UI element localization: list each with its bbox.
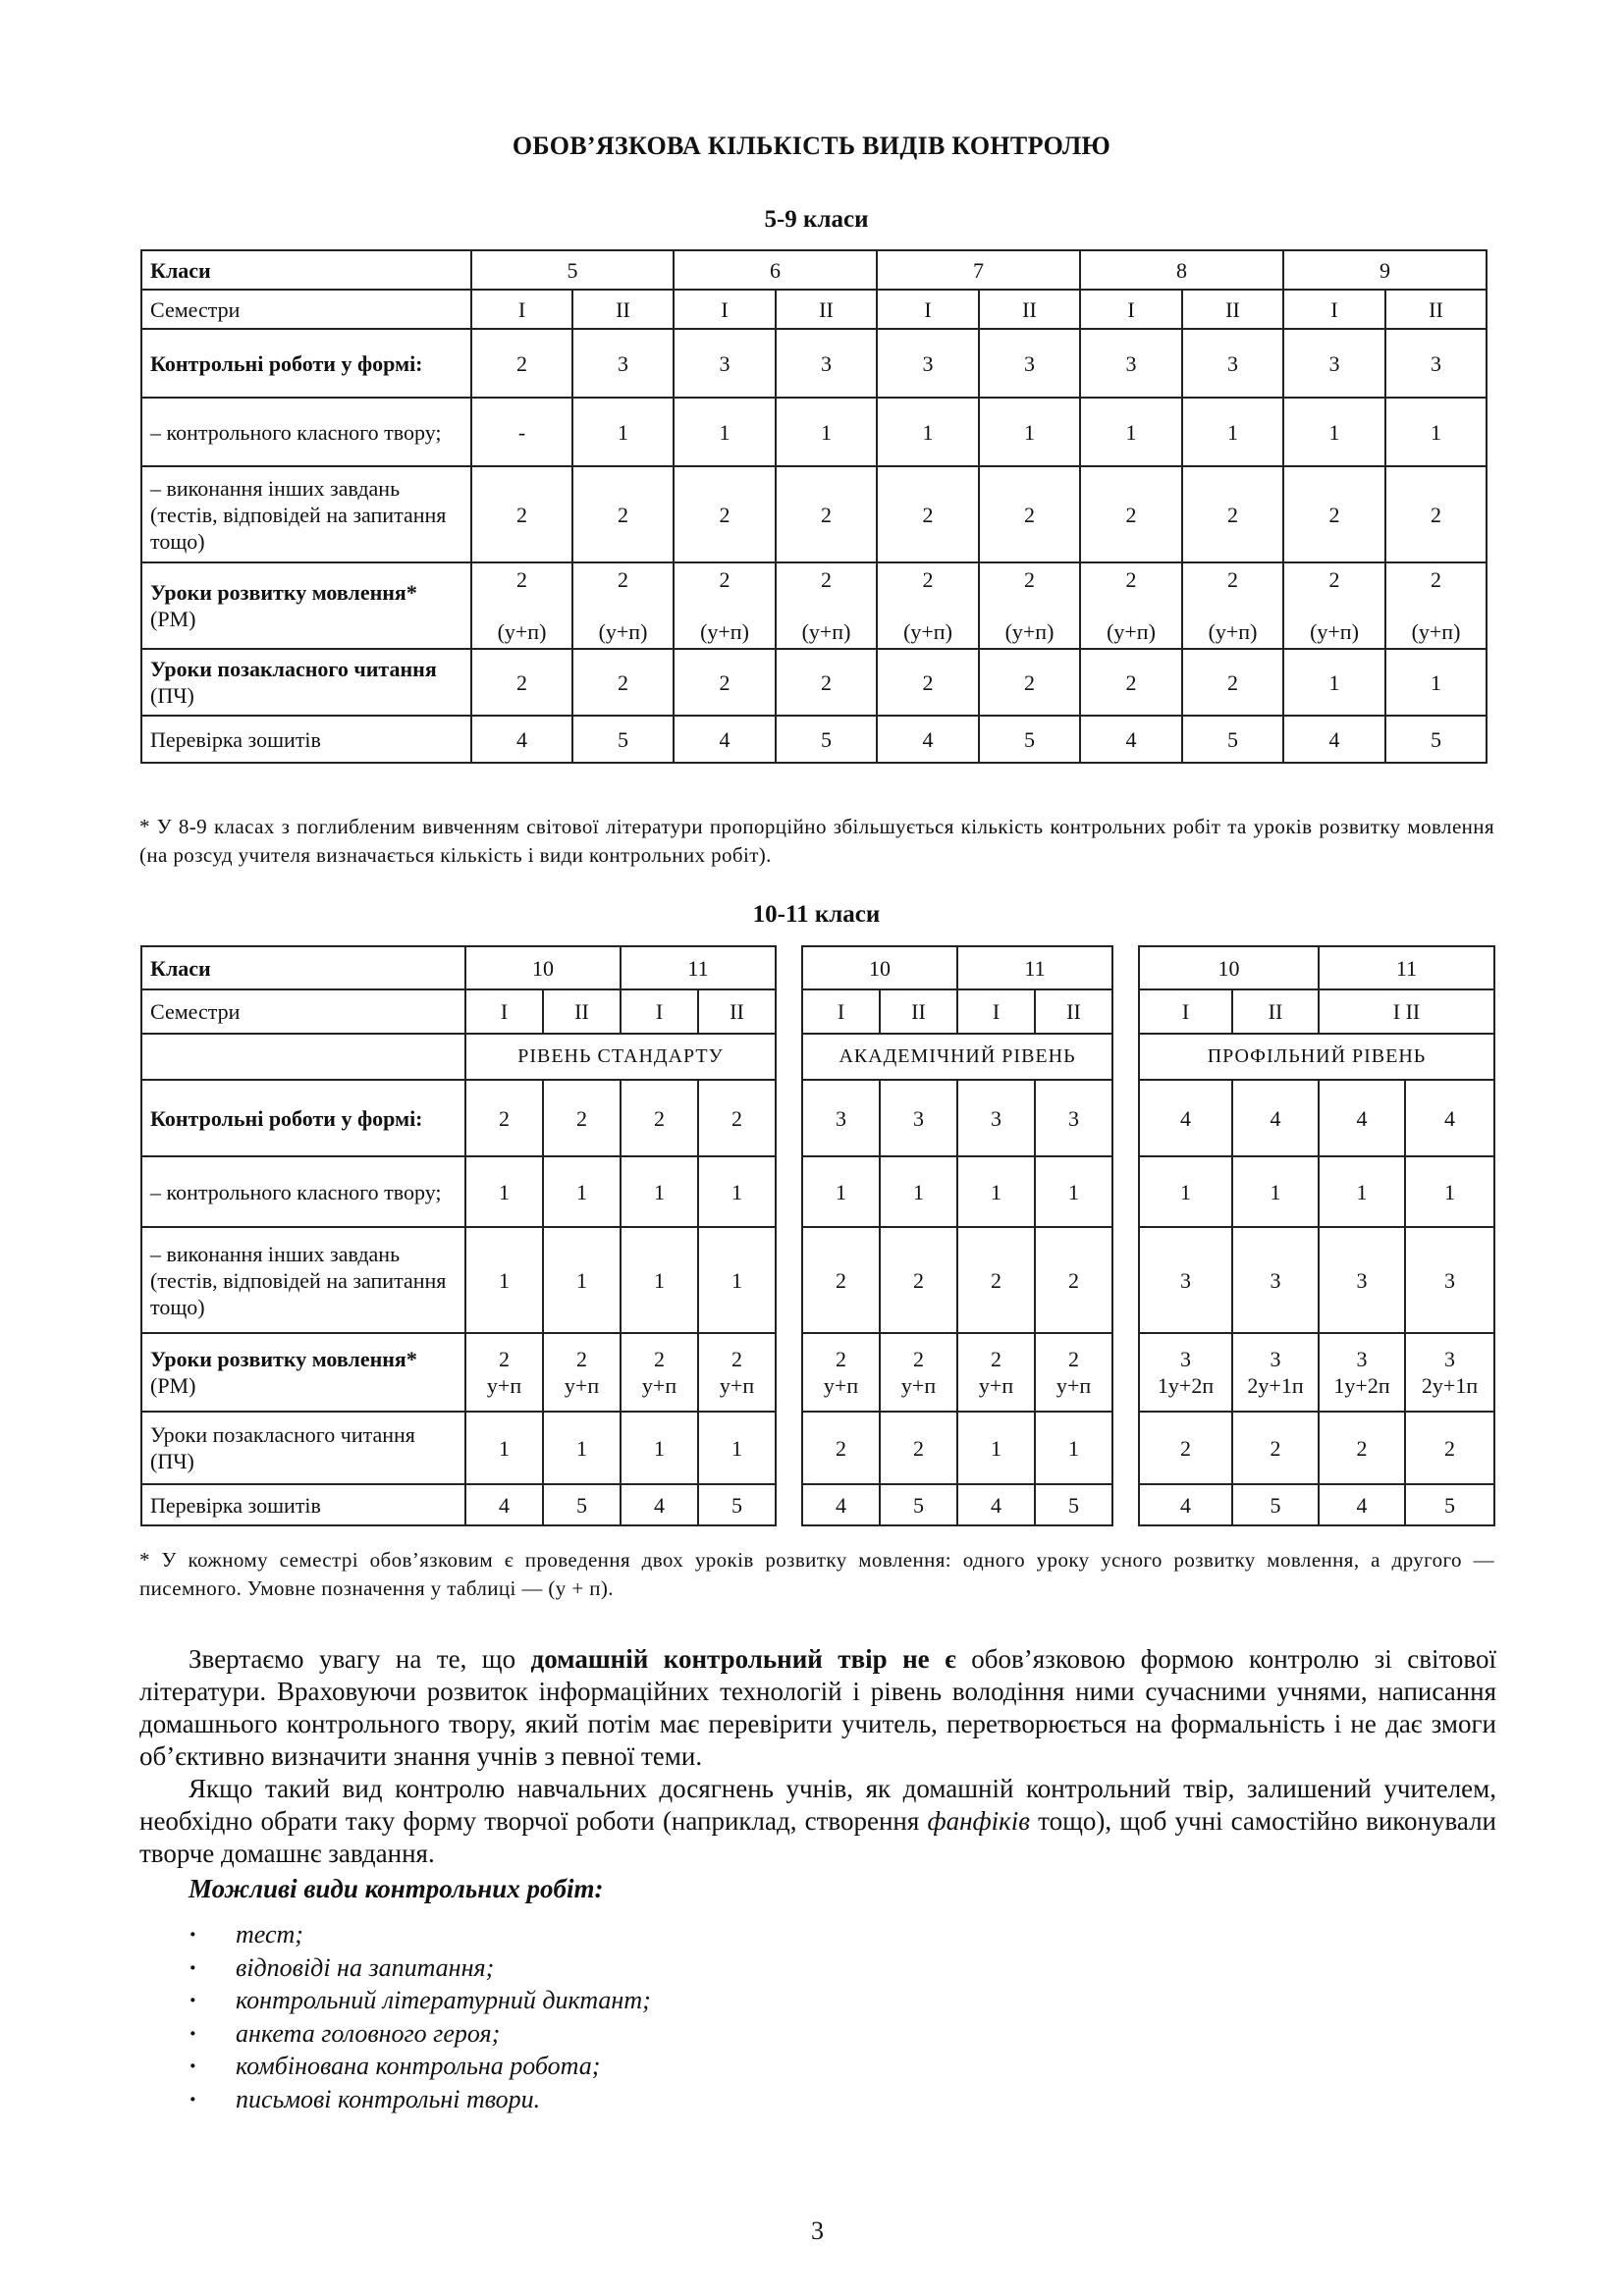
rm-value: 2	[1328, 567, 1340, 592]
value-cell: 1	[1385, 398, 1487, 466]
value-cell: 2	[1385, 466, 1487, 562]
value-cell: 2	[1080, 649, 1182, 716]
value-cell: 5	[880, 1484, 957, 1525]
value-cell: 4	[1232, 1080, 1319, 1156]
semester-cell: II	[1035, 989, 1112, 1034]
header-classes-label: Класи	[141, 250, 471, 290]
header-class: 11	[621, 946, 776, 989]
paragraph-text: обов’язковою формою контролю зі світової літератури. Враховуючи розвиток інформаційних технологій і рівень володіння ними сучасними учнями, написання домашнього контрольного твору, який потім має перевірити учитель, перетворюється на формальність і не дає змоги об’єктивно визначити знання учнів з певної теми.	[139, 1644, 1496, 1771]
table-row	[141, 329, 1487, 398]
bullet-dot: ·	[189, 2052, 197, 2080]
row-label	[141, 562, 471, 649]
header-classes-label: Класи	[141, 946, 465, 989]
value-cell	[1283, 562, 1385, 649]
table2-caption: 10-11 класи	[752, 901, 881, 928]
value-cell	[471, 562, 572, 649]
rm-value: 2	[821, 567, 832, 592]
paragraph-text: тощо), щоб учні самостійно виконували творче домашнє завдання.	[139, 1806, 1497, 1868]
rm-value: 2	[913, 1347, 924, 1371]
value-cell: 1	[621, 1156, 698, 1227]
rm-sub: (у+п)	[1208, 619, 1258, 644]
value-cell: 2	[880, 1412, 957, 1484]
table-gap	[1112, 946, 1139, 1525]
rm-sub: (у+п)	[700, 619, 749, 644]
table-row	[141, 716, 1487, 763]
rm-value: 3	[1444, 1347, 1455, 1371]
value-cell: 5	[1405, 1484, 1494, 1525]
rm-value: 2	[731, 1347, 742, 1371]
header-class: 7	[877, 250, 1080, 290]
value-cell: 1	[572, 398, 674, 466]
value-cell: 5	[979, 716, 1080, 763]
value-cell	[877, 562, 979, 649]
value-cell: 1	[1319, 1156, 1405, 1227]
value-cell: 4	[1139, 1484, 1232, 1525]
value-cell: 1	[1080, 398, 1182, 466]
value-cell: 4	[1405, 1080, 1494, 1156]
value-cell: 4	[877, 716, 979, 763]
value-cell: 5	[1385, 716, 1487, 763]
value-cell	[674, 562, 776, 649]
value-cell: -	[471, 398, 572, 466]
value-cell	[1232, 1333, 1319, 1412]
list-item	[189, 1984, 651, 2017]
value-cell: 3	[776, 329, 877, 398]
value-cell: 2	[776, 466, 877, 562]
header-class: 10	[465, 946, 621, 989]
row-label: Перевірка зошитів	[141, 716, 471, 763]
value-cell: 1	[1232, 1156, 1319, 1227]
rm-value: 2	[1227, 567, 1238, 592]
value-cell: 3	[979, 329, 1080, 398]
value-cell: 4	[802, 1484, 880, 1525]
semester-cell: I	[621, 989, 698, 1034]
value-cell: 3	[572, 329, 674, 398]
value-cell: 4	[621, 1484, 698, 1525]
paragraph-home-essay	[139, 1643, 1496, 1773]
level-profile: ПРОФІЛЬНИЙ РІВЕНЬ	[1139, 1034, 1494, 1080]
value-cell: 2	[957, 1227, 1035, 1333]
value-cell: 2	[572, 466, 674, 562]
list-item-text: анкета головного героя;	[236, 2018, 501, 2048]
header-class: 8	[1080, 250, 1283, 290]
semester-cell: I	[1139, 989, 1232, 1034]
bullet-dot: ·	[189, 1952, 197, 1982]
value-cell: 5	[1232, 1484, 1319, 1525]
value-cell: 2	[674, 466, 776, 562]
rm-value: 2	[991, 1347, 1001, 1371]
value-cell: 2	[1035, 1227, 1112, 1333]
row-label: – виконання інших завдань (тестів, відповідей на запитання тощо)	[141, 1227, 465, 1333]
value-cell	[543, 1333, 621, 1412]
row-label: Семестри	[141, 290, 471, 329]
value-cell: 3	[802, 1080, 880, 1156]
table-row	[141, 290, 1487, 329]
value-cell: 1	[698, 1227, 776, 1333]
value-cell: 2	[776, 649, 877, 716]
table1-caption: 5-9 класи	[764, 206, 869, 233]
value-cell	[1405, 1333, 1494, 1412]
value-cell: 3	[1139, 1227, 1232, 1333]
value-cell: 5	[1182, 716, 1283, 763]
value-cell	[1139, 1333, 1232, 1412]
rm-sub: (у+п)	[1004, 619, 1055, 644]
table-row	[141, 1412, 1494, 1484]
value-cell	[621, 1333, 698, 1412]
rm-sub: 2у+1п	[1421, 1373, 1479, 1398]
header-class: 5	[471, 250, 674, 290]
control-types-list	[189, 1918, 651, 2115]
rm-sub: у+п	[900, 1373, 937, 1398]
semester-cell: I	[465, 989, 543, 1034]
value-cell	[698, 1333, 776, 1412]
rm-label: Уроки розвитку мовлення*	[150, 1347, 417, 1371]
bullet-dot: ·	[189, 1920, 197, 1949]
value-cell	[1080, 562, 1182, 649]
semester-cell: II	[880, 989, 957, 1034]
value-cell: 1	[465, 1227, 543, 1333]
semester-cell: II	[1182, 290, 1283, 329]
value-cell: 1	[1283, 649, 1385, 716]
row-label: Семестри	[141, 989, 465, 1034]
header-class: 10	[1139, 946, 1319, 989]
value-cell: 2	[471, 649, 572, 716]
semester-cell: I	[957, 989, 1035, 1034]
paragraph-text: Якщо такий вид контролю навчальних досягнень учнів, як домашній контрольний твір, залишений учителем, необхідно обрати таку форму творчої роботи (наприклад, створення	[139, 1774, 1496, 1836]
row-label: – контрольного класного твору;	[141, 398, 471, 466]
rm-label-sub: (РМ)	[150, 607, 196, 631]
value-cell: 1	[465, 1412, 543, 1484]
value-cell: 1	[776, 398, 877, 466]
rm-sub: (у+п)	[497, 619, 547, 644]
value-cell	[776, 562, 877, 649]
value-cell: 1	[802, 1156, 880, 1227]
rm-sub: у+п	[719, 1373, 755, 1398]
pch-label-sub: (ПЧ)	[150, 683, 194, 708]
value-cell: 2	[674, 649, 776, 716]
value-cell: 2	[465, 1080, 543, 1156]
value-cell: 4	[471, 716, 572, 763]
value-cell: 2	[1182, 649, 1283, 716]
semester-cell: II	[979, 290, 1080, 329]
rm-sub: у+п	[1055, 1373, 1092, 1398]
table-row	[141, 1034, 1494, 1080]
rm-sub: 2у+1п	[1247, 1373, 1304, 1398]
footnote-table2: * У кожному семестрі обов’язковим є проведення двох уроків розвитку мовлення: одного уроку усного розвитку мовлення, а другого — писемного. Умовне позначення у таблиці — (у + п).	[139, 1548, 1494, 1600]
value-cell: 1	[1182, 398, 1283, 466]
value-cell: 3	[1319, 1227, 1405, 1333]
rm-value: 2	[618, 567, 628, 592]
rm-sub: (у+п)	[598, 619, 648, 644]
value-cell: 4	[674, 716, 776, 763]
level-standard: РІВЕНЬ СТАНДАРТУ	[465, 1034, 776, 1080]
rm-value: 2	[1431, 567, 1441, 592]
value-cell: 1	[1385, 649, 1487, 716]
rm-label: Уроки розвитку мовлення*	[150, 580, 417, 605]
row-label	[141, 1333, 465, 1412]
paragraph-creative-work	[139, 1773, 1496, 1870]
value-cell: 1	[1283, 398, 1385, 466]
value-cell: 3	[877, 329, 979, 398]
page-number: 3	[811, 2216, 824, 2245]
value-cell: 2	[471, 329, 572, 398]
value-cell: 2	[802, 1227, 880, 1333]
list-item	[189, 2017, 651, 2051]
rm-sub: у+п	[564, 1373, 600, 1398]
table-row	[141, 1080, 1494, 1156]
value-cell: 2	[1319, 1412, 1405, 1484]
rm-sub: у+п	[978, 1373, 1014, 1398]
header-class: 10	[802, 946, 957, 989]
value-cell: 5	[543, 1484, 621, 1525]
value-cell: 2	[979, 466, 1080, 562]
value-cell: 2	[1232, 1412, 1319, 1484]
value-cell	[572, 562, 674, 649]
value-cell	[1385, 562, 1487, 649]
value-cell: 1	[465, 1156, 543, 1227]
value-cell	[1182, 562, 1283, 649]
semester-cell: II	[776, 290, 877, 329]
value-cell: 1	[880, 1156, 957, 1227]
value-cell: 1	[621, 1412, 698, 1484]
value-cell: 5	[776, 716, 877, 763]
value-cell: 2	[877, 466, 979, 562]
semester-cell: II	[572, 290, 674, 329]
table-grades-5-9	[140, 249, 1488, 764]
list-item	[189, 1918, 651, 1951]
value-cell: 2	[621, 1080, 698, 1156]
value-cell: 3	[957, 1080, 1035, 1156]
rm-value: 2	[1024, 567, 1035, 592]
page-title: ОБОВ’ЯЗКОВА КІЛЬКІСТЬ ВИДІВ КОНТРОЛЮ	[512, 132, 1111, 160]
row-label	[141, 649, 471, 716]
value-cell	[1035, 1333, 1112, 1412]
semester-cell: II	[543, 989, 621, 1034]
list-item	[189, 2050, 651, 2083]
table-row	[141, 562, 1487, 649]
bullet-dot: ·	[189, 2018, 197, 2048]
paragraph-italic: фанфіків	[927, 1806, 1031, 1836]
value-cell: 3	[674, 329, 776, 398]
rm-sub: 1у+2п	[1157, 1373, 1215, 1398]
value-cell: 4	[1319, 1080, 1405, 1156]
bullet-dot: ·	[189, 1986, 197, 2014]
value-cell: 2	[1405, 1412, 1494, 1484]
value-cell: 1	[543, 1227, 621, 1333]
value-cell: 2	[979, 649, 1080, 716]
value-cell	[957, 1333, 1035, 1412]
value-cell: 2	[471, 466, 572, 562]
row-label: Перевірка зошитів	[141, 1484, 465, 1525]
value-cell: 3	[1080, 329, 1182, 398]
rm-value: 2	[576, 1347, 587, 1371]
table-row	[141, 398, 1487, 466]
semester-cell: I II	[1319, 989, 1494, 1034]
semester-cell: I	[471, 290, 572, 329]
footnote-table1: * У 8-9 класах з поглибленим вивченням світової літератури пропорційно збільшується кількість контрольних робіт та уроків розвитку мовлення (на розсуд учителя визначається кількість і види контрольних робіт).	[139, 815, 1494, 867]
list-item-text: тест;	[236, 1920, 303, 1949]
rm-sub: у+п	[823, 1373, 859, 1398]
value-cell: 2	[698, 1080, 776, 1156]
header-class: 6	[674, 250, 877, 290]
value-cell: 1	[1139, 1156, 1232, 1227]
pch-label: Уроки позакласного читання	[150, 657, 437, 681]
value-cell: 2	[543, 1080, 621, 1156]
value-cell: 4	[1080, 716, 1182, 763]
list-item-text: комбінована контрольна робота;	[236, 2052, 601, 2080]
rm-sub: (у+п)	[1411, 619, 1461, 644]
list-item-text: контрольний літературний диктант;	[236, 1986, 651, 2014]
value-cell: 4	[1283, 716, 1385, 763]
paragraph-text: Звертаємо увагу на те, що	[189, 1644, 531, 1674]
value-cell: 3	[880, 1080, 957, 1156]
value-cell: 1	[621, 1227, 698, 1333]
value-cell	[979, 562, 1080, 649]
table-row	[141, 649, 1487, 716]
value-cell: 1	[957, 1156, 1035, 1227]
rm-sub: 1у+2п	[1333, 1373, 1390, 1398]
value-cell: 3	[1283, 329, 1385, 398]
semester-cell: I	[1080, 290, 1182, 329]
row-label: Уроки позакласного читання (ПЧ)	[141, 1412, 465, 1484]
value-cell: 2	[1283, 466, 1385, 562]
value-cell: 3	[1035, 1080, 1112, 1156]
rm-value: 2	[516, 567, 527, 592]
list-heading: Можливі види контрольних робіт:	[189, 1874, 604, 1903]
semester-cell: I	[802, 989, 880, 1034]
rm-value: 2	[499, 1347, 510, 1371]
rm-sub: (у+п)	[1107, 619, 1156, 644]
row-label: Контрольні роботи у формі:	[141, 329, 471, 398]
value-cell	[880, 1333, 957, 1412]
value-cell: 4	[1319, 1484, 1405, 1525]
value-cell: 2	[572, 649, 674, 716]
value-cell: 1	[698, 1156, 776, 1227]
value-cell: 5	[1035, 1484, 1112, 1525]
value-cell: 3	[1232, 1227, 1319, 1333]
value-cell: 4	[465, 1484, 543, 1525]
semester-cell: I	[877, 290, 979, 329]
value-cell: 5	[698, 1484, 776, 1525]
value-cell: 4	[1139, 1080, 1232, 1156]
level-academic: АКАДЕМІЧНИЙ РІВЕНЬ	[802, 1034, 1112, 1080]
row-label: – виконання інших завдань (тестів, відповідей на запитання тощо)	[141, 466, 471, 562]
value-cell: 5	[572, 716, 674, 763]
value-cell: 2	[802, 1412, 880, 1484]
rm-sub: (у+п)	[1310, 619, 1359, 644]
value-cell: 3	[1405, 1227, 1494, 1333]
value-cell: 1	[698, 1412, 776, 1484]
value-cell: 1	[674, 398, 776, 466]
rm-value: 2	[1068, 1347, 1079, 1371]
table-row	[141, 1156, 1494, 1227]
value-cell	[1319, 1333, 1405, 1412]
value-cell: 1	[543, 1412, 621, 1484]
value-cell: 2	[877, 649, 979, 716]
table-row	[141, 1484, 1494, 1525]
rm-sub: у+п	[486, 1373, 522, 1398]
rm-value: 2	[922, 567, 934, 592]
row-label: Контрольні роботи у формі:	[141, 1080, 465, 1156]
value-cell: 2	[1080, 466, 1182, 562]
value-cell: 1	[979, 398, 1080, 466]
value-cell: 2	[1182, 466, 1283, 562]
value-cell	[802, 1333, 880, 1412]
rm-value: 3	[1270, 1347, 1281, 1371]
table-row	[141, 1333, 1494, 1412]
value-cell: 3	[1182, 329, 1283, 398]
rm-value: 2	[719, 567, 730, 592]
rm-value: 3	[1356, 1347, 1368, 1371]
table-grades-10-11	[140, 945, 1495, 1526]
table-row	[141, 989, 1494, 1034]
table-row	[141, 466, 1487, 562]
value-cell: 2	[880, 1227, 957, 1333]
list-item-text: письмові контрольні твори.	[236, 2084, 541, 2113]
row-label-empty	[141, 1034, 465, 1080]
header-class: 9	[1283, 250, 1487, 290]
header-class: 11	[1319, 946, 1494, 989]
semester-cell: II	[698, 989, 776, 1034]
header-class: 11	[957, 946, 1112, 989]
semester-cell: I	[1283, 290, 1385, 329]
rm-value: 3	[1180, 1347, 1191, 1371]
value-cell: 1	[1035, 1156, 1112, 1227]
rm-sub: (у+п)	[903, 619, 952, 644]
value-cell: 4	[957, 1484, 1035, 1525]
table-row	[141, 1227, 1494, 1333]
value-cell: 1	[877, 398, 979, 466]
rm-value: 2	[654, 1347, 665, 1371]
list-item	[189, 1951, 651, 1985]
semester-cell: II	[1385, 290, 1487, 329]
value-cell	[465, 1333, 543, 1412]
rm-value: 2	[836, 1347, 846, 1371]
table-gap	[776, 946, 802, 1525]
rm-sub: у+п	[641, 1373, 677, 1398]
rm-sub: (у+п)	[801, 619, 851, 644]
value-cell: 2	[1139, 1412, 1232, 1484]
value-cell: 1	[1405, 1156, 1494, 1227]
rm-label-sub: (РМ)	[150, 1373, 196, 1398]
value-cell: 1	[957, 1412, 1035, 1484]
list-item-text: відповіді на запитання;	[236, 1952, 495, 1982]
value-cell: 1	[543, 1156, 621, 1227]
value-cell: 1	[1035, 1412, 1112, 1484]
semester-cell: II	[1232, 989, 1319, 1034]
bullet-dot: ·	[189, 2084, 197, 2113]
row-label: – контрольного класного твору;	[141, 1156, 465, 1227]
value-cell: 3	[1385, 329, 1487, 398]
semester-cell: I	[674, 290, 776, 329]
rm-value: 2	[1125, 567, 1137, 592]
list-item	[189, 2083, 651, 2116]
paragraph-bold: домашній контрольний твір не є	[530, 1644, 956, 1674]
